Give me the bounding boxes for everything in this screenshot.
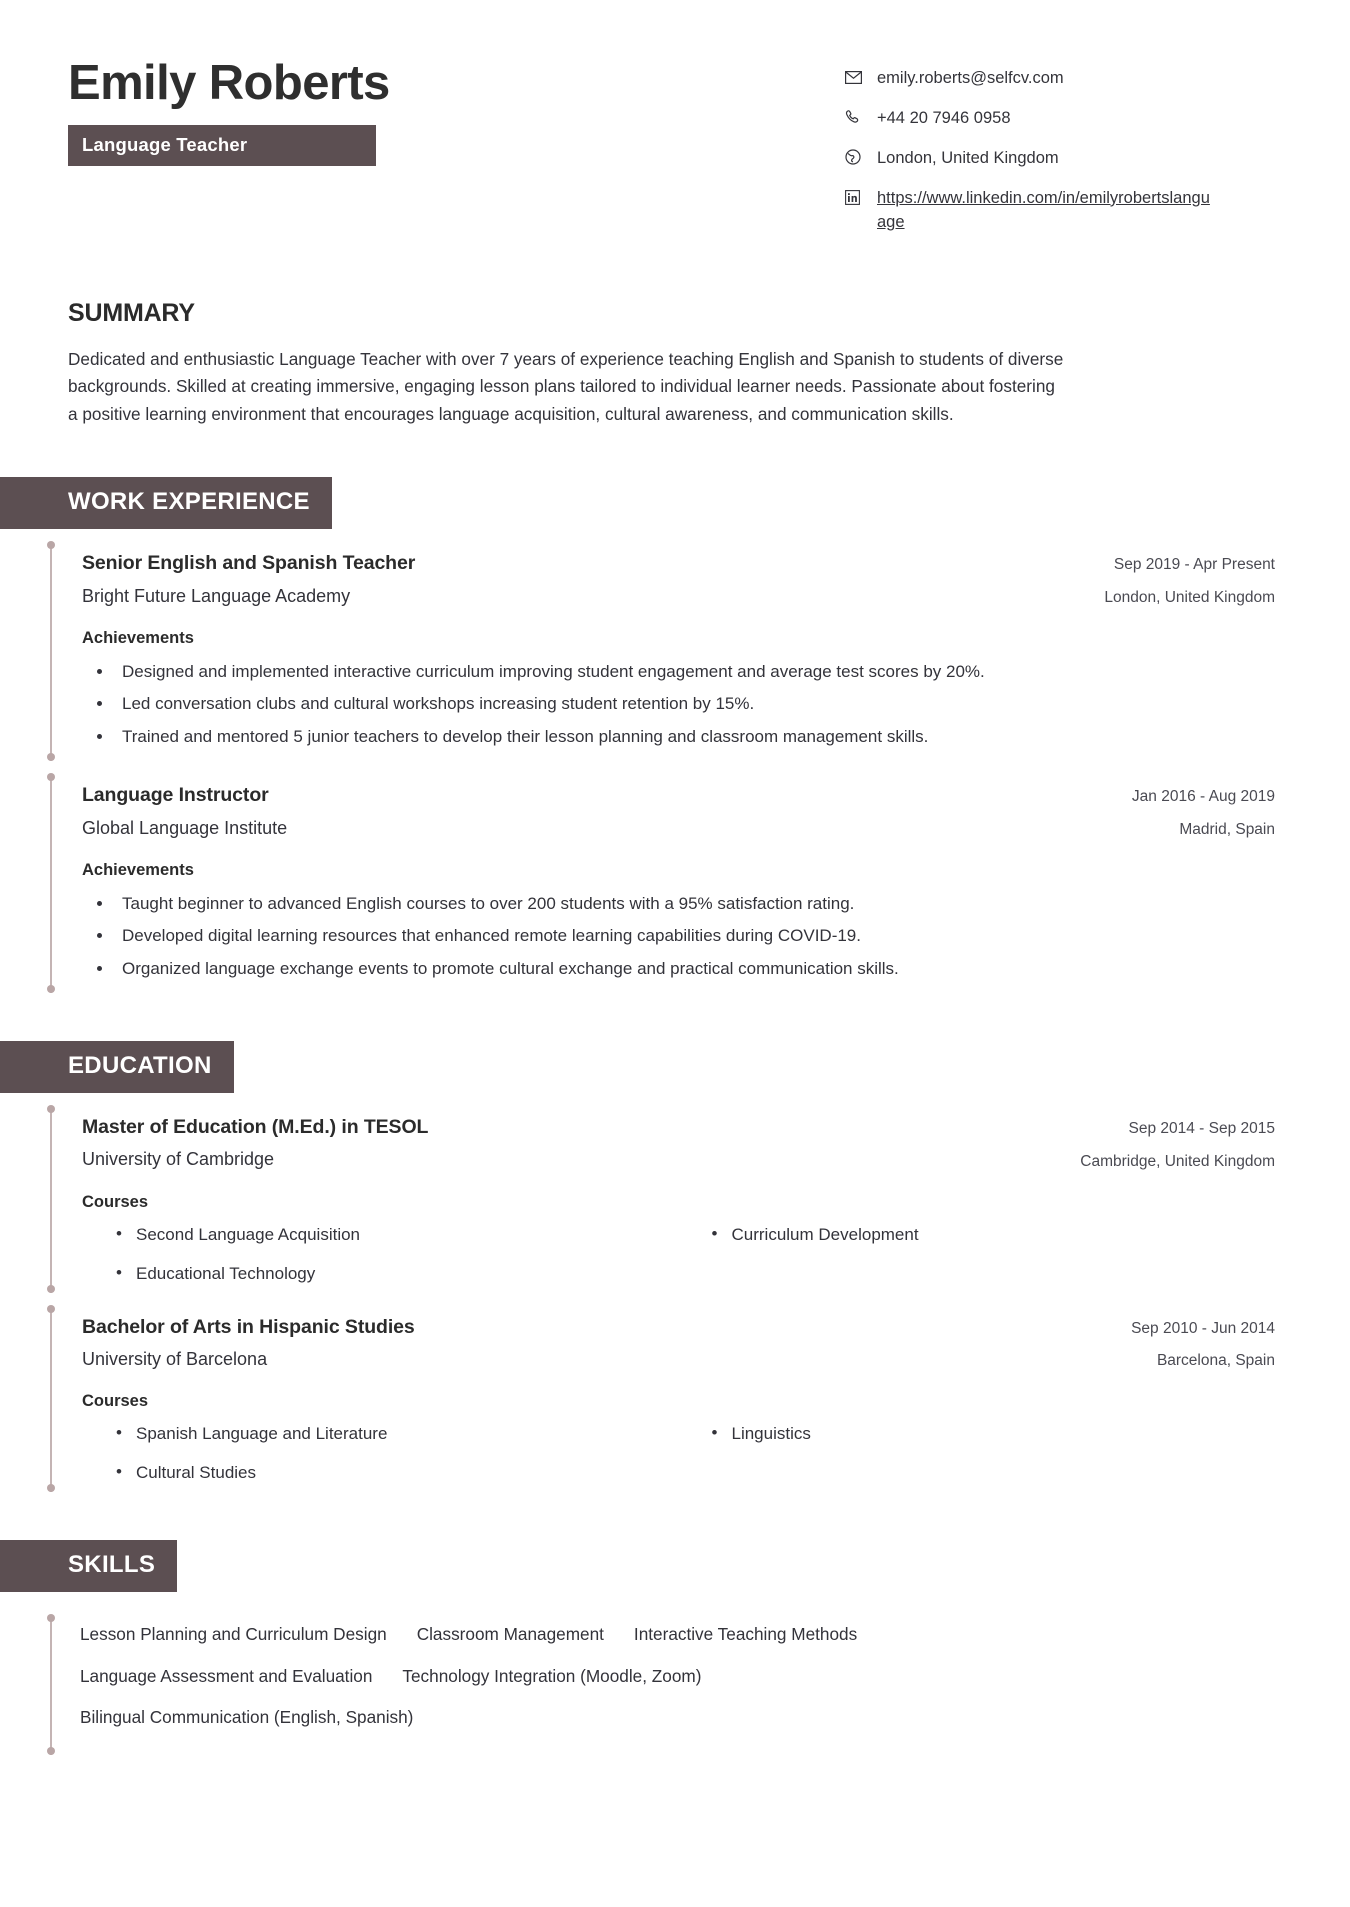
education-entry-subheading: Courses <box>82 1192 149 1211</box>
education-heading: EDUCATION <box>0 1041 234 1093</box>
contact-location-text: London, United Kingdom <box>877 148 1059 167</box>
contact-list <box>845 55 1275 251</box>
skill-item: Language Assessment and Evaluation <box>80 1665 373 1686</box>
work-entry-date: Sep 2019 - Apr Present <box>1113 556 1275 574</box>
education-entry-school: University of Barcelona <box>82 1348 268 1369</box>
work-entry-subheading: Achievements <box>82 628 194 647</box>
header-identity <box>68 55 390 166</box>
education-entry-location: Cambridge, United Kingdom <box>1080 1152 1275 1170</box>
work-entry-org: Bright Future Language Academy <box>82 585 351 606</box>
education-entry-degree: Bachelor of Arts in Hispanic Studies <box>82 1315 415 1338</box>
skills-list <box>80 1622 1090 1747</box>
timeline-dot-end <box>47 1285 55 1293</box>
education-entry-degree: Master of Education (M.Ed.) in TESOL <box>82 1116 429 1139</box>
skill-item: Interactive Teaching Methods <box>633 1623 858 1644</box>
work-entry-location: London, United Kingdom <box>1104 588 1275 606</box>
bullet-item: • Organized language exchange events to promote cultural exchange and practical communication skills. <box>114 955 1275 983</box>
course-item: • Curriculum Development <box>710 1222 1276 1248</box>
timeline-line <box>50 1616 52 1755</box>
education-entry-head <box>82 1315 1275 1372</box>
course-item: • Second Language Acquisition <box>114 1222 680 1248</box>
contact-item-location <box>845 147 1275 171</box>
education-entry <box>50 1293 1275 1492</box>
skills-body <box>0 1602 1350 1755</box>
timeline-dot-end <box>47 1747 55 1755</box>
course-item: • Spanish Language and Literature <box>114 1421 680 1447</box>
work-entry-role: Language Instructor <box>82 784 269 807</box>
education-section <box>0 1041 1350 1492</box>
work-entry-main <box>82 783 1015 840</box>
summary-section <box>0 251 1350 430</box>
course-item: • Cultural Studies <box>114 1460 680 1486</box>
timeline-dot <box>47 1305 55 1313</box>
work-entry-bullets <box>82 890 1275 983</box>
skill-item: Bilingual Communication (English, Spanish) <box>80 1707 414 1728</box>
work-entry-location: Madrid, Spain <box>1179 820 1275 838</box>
bullet-item: • Led conversation clubs and cultural workshops increasing student retention by 15%. <box>114 690 1275 718</box>
education-entry-meta <box>1015 1115 1275 1172</box>
candidate-name: Emily Roberts <box>68 56 390 110</box>
work-experience-heading: WORK EXPERIENCE <box>0 477 332 529</box>
skills-section <box>0 1540 1350 1755</box>
work-entry-role: Senior English and Spanish Teacher <box>82 552 416 575</box>
skill-item: Technology Integration (Moodle, Zoom) <box>402 1665 702 1686</box>
skill-item: Classroom Management <box>416 1623 604 1644</box>
education-entry-subheading: Courses <box>82 1391 149 1410</box>
work-entry-bullets <box>82 658 1275 751</box>
skill-item: Lesson Planning and Curriculum Design <box>80 1623 387 1644</box>
timeline-dot <box>47 1105 55 1113</box>
education-entry-main <box>82 1315 1015 1372</box>
timeline-line <box>50 775 52 993</box>
contact-item-linkedin[interactable] <box>845 187 1275 235</box>
bullet-item: • Taught beginner to advanced English courses to over 200 students with a 95% satisfaction rating. <box>114 890 1275 918</box>
candidate-job-title: Language Teacher <box>68 125 376 166</box>
education-entry-location: Barcelona, Spain <box>1156 1352 1275 1370</box>
skills-heading: SKILLS <box>0 1540 177 1592</box>
bullet-item: • Developed digital learning resources that enhanced remote learning capabilities during COVID-19. <box>114 922 1275 950</box>
work-entry-date: Jan 2016 - Aug 2019 <box>1131 788 1275 806</box>
phone-icon <box>845 107 867 127</box>
timeline-line <box>50 1107 52 1292</box>
globe-icon <box>845 147 867 167</box>
education-entry-date: Sep 2010 - Jun 2014 <box>1131 1319 1275 1337</box>
timeline-line <box>50 1307 52 1492</box>
work-entry-main <box>82 551 1015 608</box>
work-entry-subheading: Achievements <box>82 860 194 879</box>
timeline-dot-end <box>47 1484 55 1492</box>
work-entry-head <box>82 783 1275 840</box>
work-experience-body <box>0 529 1350 993</box>
timeline-dot <box>47 773 55 781</box>
contact-phone-text: +44 20 7946 0958 <box>877 108 1011 127</box>
course-item: • Educational Technology <box>114 1261 680 1287</box>
summary-paragraph: Dedicated and enthusiastic Language Teacher with over 7 years of experience teaching English and Spanish to students of diverse backgrounds. Skilled at creating immersive, engaging lesson plans tailored to individual learner needs. Passionate about fostering a positive learning environment that encourages language acquisition, cultural awareness, and communication skills. <box>68 348 1064 425</box>
skills-entry <box>50 1602 1275 1755</box>
work-entry-meta <box>1015 783 1275 840</box>
education-entry-main <box>82 1115 1015 1172</box>
work-entry-meta <box>1015 551 1275 608</box>
envelope-icon <box>845 67 867 87</box>
education-entry <box>50 1093 1275 1292</box>
education-body <box>0 1093 1350 1492</box>
timeline-dot-end <box>47 985 55 993</box>
contact-item-email <box>845 67 1275 91</box>
work-entry-org: Global Language Institute <box>82 817 288 838</box>
timeline-dot-end <box>47 753 55 761</box>
education-entry-courses <box>82 1222 1275 1287</box>
education-entry-courses <box>82 1421 1275 1486</box>
education-entry-meta <box>1015 1315 1275 1372</box>
work-entry-head <box>82 551 1275 608</box>
contact-linkedin-link[interactable]: https://www.linkedin.com/in/emilyrobertslanguage <box>877 188 1210 231</box>
education-entry-date: Sep 2014 - Sep 2015 <box>1128 1120 1275 1138</box>
education-entry-head <box>82 1115 1275 1172</box>
work-entry <box>50 529 1275 761</box>
work-entry <box>50 761 1275 993</box>
contact-email-text: emily.roberts@selfcv.com <box>877 69 1064 87</box>
bullet-item: • Designed and implemented interactive curriculum improving student engagement and average test scores by 20%. <box>114 658 1275 686</box>
work-experience-section <box>0 477 1350 993</box>
timeline-dot <box>47 1614 55 1622</box>
resume-header <box>0 0 1350 251</box>
linkedin-icon <box>845 187 867 207</box>
summary-heading: SUMMARY <box>68 298 195 327</box>
bullet-item: • Trained and mentored 5 junior teachers to develop their lesson planning and classroom management skills. <box>114 723 1275 751</box>
contact-item-phone <box>845 107 1275 131</box>
course-item: • Linguistics <box>710 1421 1276 1447</box>
timeline-line <box>50 543 52 761</box>
timeline-dot <box>47 541 55 549</box>
education-entry-school: University of Cambridge <box>82 1149 275 1170</box>
